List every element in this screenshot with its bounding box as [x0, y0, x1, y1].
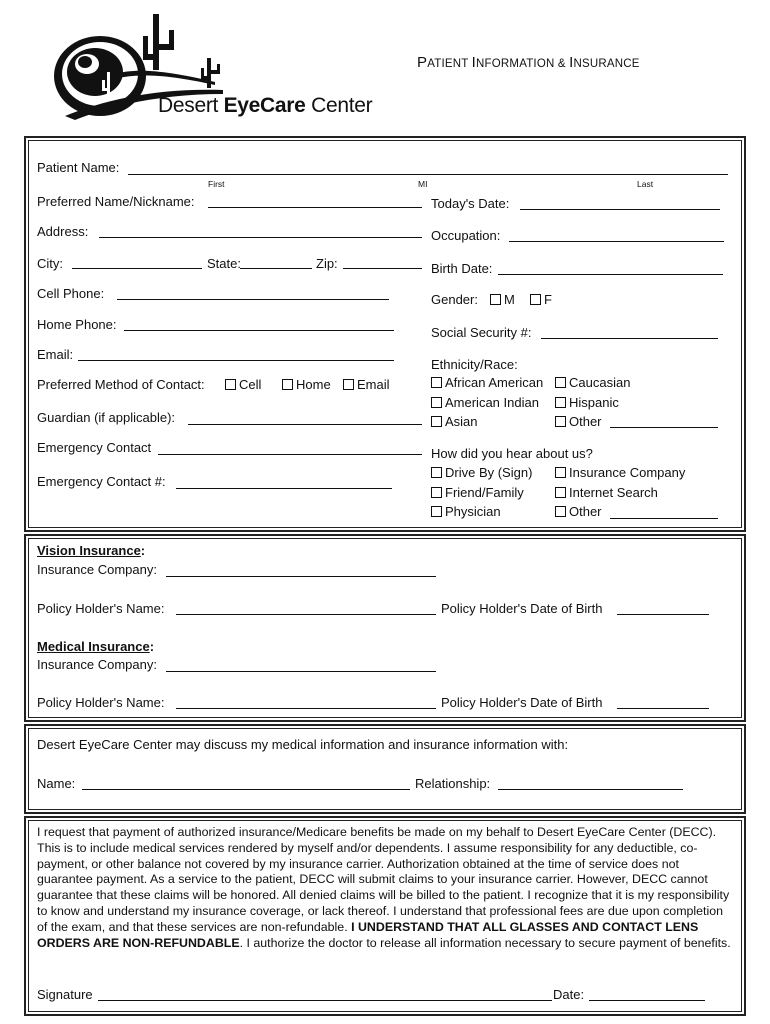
vision-holder-label: Policy Holder's Name:	[37, 601, 165, 616]
vision-insurance-heading: Vision Insurance:	[37, 543, 146, 558]
checkbox-icon	[555, 467, 566, 478]
emergency-contact-label: Emergency Contact	[37, 440, 152, 455]
home-phone-field[interactable]	[124, 330, 394, 331]
mi-caption: MI	[418, 179, 428, 189]
todays-date-field[interactable]	[520, 209, 720, 210]
signature-date-field[interactable]	[589, 1000, 705, 1001]
checkbox-icon	[431, 397, 442, 408]
ethnicity-caucasian[interactable]: Caucasian	[555, 375, 630, 390]
checkbox-icon	[431, 416, 442, 427]
hear-internet-search[interactable]: Internet Search	[555, 485, 658, 500]
vision-company-field[interactable]	[166, 576, 436, 577]
nickname-field[interactable]	[208, 207, 422, 208]
signature-field[interactable]	[98, 1000, 552, 1001]
patient-name-label: Patient Name:	[37, 160, 120, 175]
checkbox-icon	[555, 416, 566, 427]
checkbox-icon	[343, 379, 354, 390]
guardian-label: Guardian (if applicable):	[37, 410, 176, 425]
vision-company-label: Insurance Company:	[37, 562, 157, 577]
checkbox-icon	[282, 379, 293, 390]
ssn-label: Social Security #:	[431, 325, 532, 340]
ethnicity-other-field[interactable]	[610, 427, 718, 428]
vision-holder-dob-label: Policy Holder's Date of Birth	[441, 601, 603, 616]
gender-m-checkbox[interactable]: M	[490, 292, 515, 307]
contact-cell-checkbox[interactable]: Cell	[225, 377, 261, 392]
medical-holder-dob-field[interactable]	[617, 708, 709, 709]
city-field[interactable]	[72, 268, 202, 269]
birth-date-label: Birth Date:	[431, 261, 493, 276]
relationship-field[interactable]	[498, 789, 683, 790]
contact-email-checkbox[interactable]: Email	[343, 377, 390, 392]
email-field[interactable]	[78, 360, 394, 361]
ethnicity-african-american[interactable]: African American	[431, 375, 543, 390]
vision-holder-field[interactable]	[176, 614, 436, 615]
checkbox-icon	[555, 506, 566, 517]
ethnicity-asian[interactable]: Asian	[431, 414, 478, 429]
first-name-caption: First	[208, 179, 225, 189]
cell-phone-field[interactable]	[117, 299, 389, 300]
hear-drive-by[interactable]: Drive By (Sign)	[431, 465, 532, 480]
medical-company-label: Insurance Company:	[37, 657, 157, 672]
email-label: Email:	[37, 347, 74, 362]
signature-label: Signature	[37, 987, 93, 1002]
vision-holder-dob-field[interactable]	[617, 614, 709, 615]
checkbox-icon	[431, 506, 442, 517]
checkbox-icon	[225, 379, 236, 390]
hear-other[interactable]: Other	[555, 504, 602, 519]
todays-date-label: Today's Date:	[431, 196, 510, 211]
birth-date-field[interactable]	[498, 274, 723, 275]
emergency-number-field[interactable]	[176, 488, 392, 489]
patient-name-field[interactable]	[128, 174, 728, 175]
emergency-number-label: Emergency Contact #:	[37, 474, 166, 489]
state-field[interactable]	[240, 268, 312, 269]
hear-about-label: How did you hear about us?	[431, 446, 593, 461]
last-name-caption: Last	[637, 179, 654, 189]
page-title: PATIENT INFORMATION & INSURANCE	[417, 54, 640, 71]
disclosure-name-label: Name:	[37, 776, 76, 791]
gender-label: Gender:	[431, 292, 478, 307]
checkbox-icon	[555, 377, 566, 388]
ethnicity-other[interactable]: Other	[555, 414, 602, 429]
signature-date-label: Date:	[553, 987, 585, 1002]
checkbox-icon	[431, 487, 442, 498]
occupation-field[interactable]	[509, 241, 724, 242]
nickname-label: Preferred Name/Nickname:	[37, 194, 195, 209]
gender-f-checkbox[interactable]: F	[530, 292, 552, 307]
address-label: Address:	[37, 224, 89, 239]
medical-insurance-heading: Medical Insurance:	[37, 639, 155, 654]
cell-phone-label: Cell Phone:	[37, 286, 105, 301]
checkbox-icon	[431, 377, 442, 388]
address-field[interactable]	[99, 237, 422, 238]
hear-other-field[interactable]	[610, 518, 718, 519]
ethnicity-hispanic[interactable]: Hispanic	[555, 395, 619, 410]
zip-label: Zip:	[316, 256, 338, 271]
disclosure-text: Desert EyeCare Center may discuss my medical information and insurance information with:	[37, 737, 569, 752]
medical-company-field[interactable]	[166, 671, 436, 672]
hear-friend-family[interactable]: Friend/Family	[431, 485, 524, 500]
logo-text: Desert EyeCare Center	[158, 94, 373, 117]
checkbox-icon	[431, 467, 442, 478]
ethnicity-american-indian[interactable]: American Indian	[431, 395, 539, 410]
hear-physician[interactable]: Physician	[431, 504, 501, 519]
zip-field[interactable]	[343, 268, 422, 269]
state-label: State:	[207, 256, 241, 271]
checkbox-icon	[530, 294, 541, 305]
emergency-contact-field[interactable]	[158, 454, 422, 455]
ethnicity-label: Ethnicity/Race:	[431, 357, 518, 372]
checkbox-icon	[555, 397, 566, 408]
contact-home-checkbox[interactable]: Home	[282, 377, 331, 392]
contact-method-label: Preferred Method of Contact:	[37, 377, 205, 392]
hear-insurance-company[interactable]: Insurance Company	[555, 465, 685, 480]
checkbox-icon	[555, 487, 566, 498]
medical-holder-label: Policy Holder's Name:	[37, 695, 165, 710]
checkbox-icon	[490, 294, 501, 305]
occupation-label: Occupation:	[431, 228, 501, 243]
medical-holder-dob-label: Policy Holder's Date of Birth	[441, 695, 603, 710]
guardian-field[interactable]	[188, 424, 422, 425]
home-phone-label: Home Phone:	[37, 317, 117, 332]
medical-holder-field[interactable]	[176, 708, 436, 709]
city-label: City:	[37, 256, 63, 271]
ssn-field[interactable]	[541, 338, 718, 339]
relationship-label: Relationship:	[415, 776, 491, 791]
disclosure-name-field[interactable]	[82, 789, 410, 790]
authorization-paragraph: I request that payment of authorized insurance/Medicare benefits be made on my behalf to Desert EyeCare Center (DECC). This is to include medical services rendered by myself and/or dependents. I assume responsibility for any deductible, co-payment, or other balance not covered by my insurance carrier. Authorization obtained at the time of service does not guarantee payment. As a service to the patient, DECC will submit claims to your insurance carrier. However, DECC cannot guarantee that these claims will be honored. All denied claims will be billed to the patient. I recognize that it is my responsibility to know and understand my insurance coverage, or lack thereof. I understand that professional fees are due upon completion of the exam, and that these services are non-refundable. I UNDERSTAND THAT ALL GLASSES AND CONTACT LENS ORDERS ARE NON-REFUNDABLE. I authorize the doctor to release all information necessary to secure payment of benefits.	[37, 825, 731, 950]
